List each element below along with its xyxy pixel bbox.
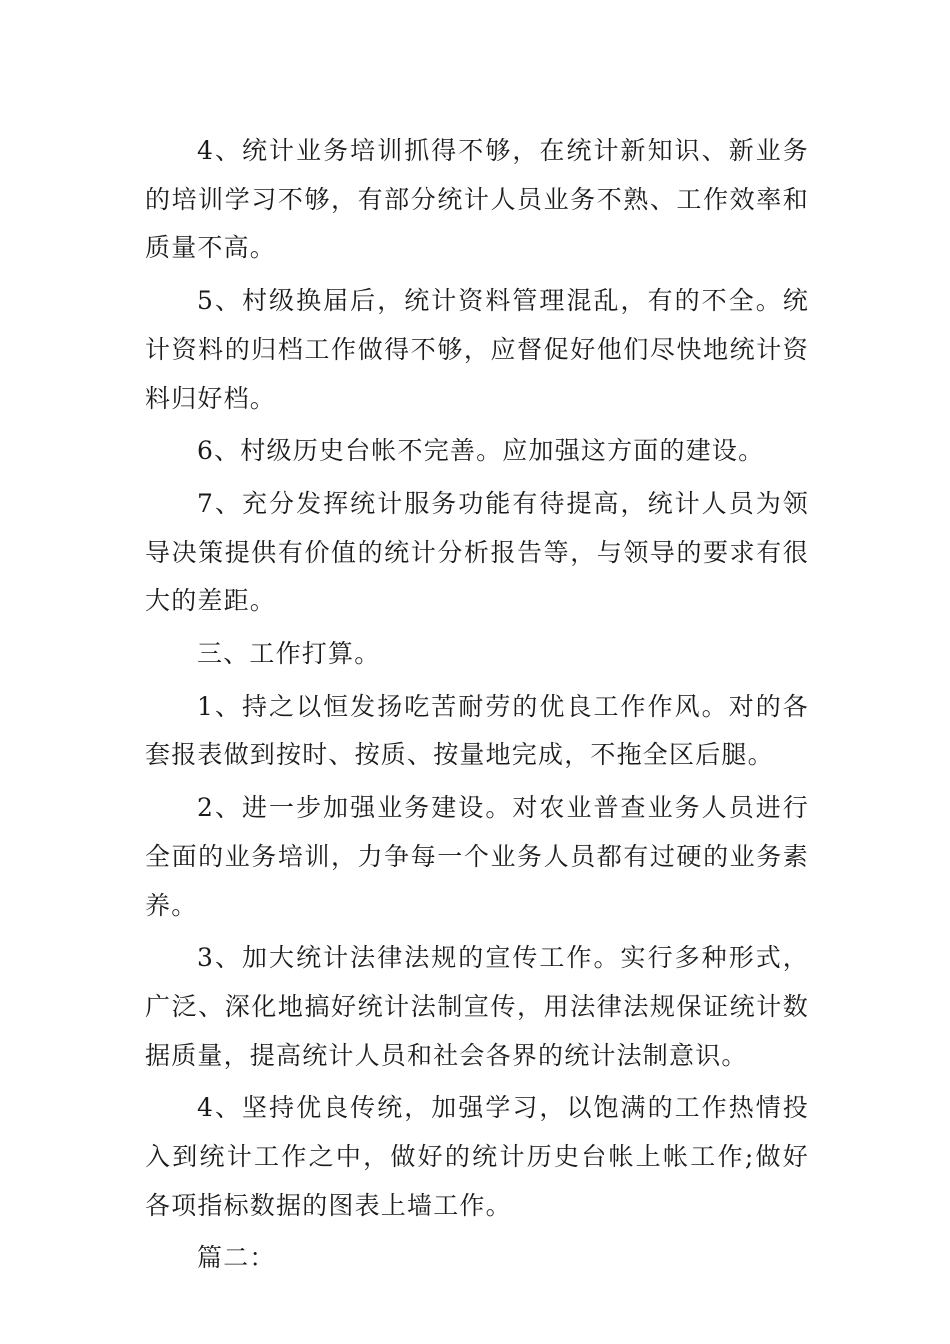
section-heading-part-two: 篇二：: [197, 1243, 276, 1273]
document-body: [145, 127, 809, 1287]
paragraph-plan-4: 4、坚持优良传统，加强学习，以饱满的工作热情投入到统计工作之中，做好的统计历史台帐上帐工作;做好各项指标数据的图表上墙工作。: [145, 1093, 809, 1220]
paragraph-item-4-training: 4、统计业务培训抓得不够，在统计新知识、新业务的培训学习不够，有部分统计人员业务不熟、工作效率和质量不高。: [145, 136, 809, 263]
paragraph-plan-3: 3、加大统计法律法规的宣传工作。实行多种形式，广泛、深化地搞好统计法制宣传，用法律法规保证统计数据质量，提高统计人员和社会各界的统计法制意识。: [145, 943, 809, 1070]
paragraph-item-7-service: 7、充分发挥统计服务功能有待提高，统计人员为领导决策提供有价值的统计分析报告等，与领导的要求有很大的差距。: [145, 488, 809, 616]
paragraph-plan-2: 2、进一步加强业务建设。对农业普查业务人员进行全面的业务培训，力争每一个业务人员都有过硬的业务素养。: [145, 793, 809, 920]
section-heading-work-plan: 三、工作打算。: [197, 639, 381, 669]
paragraph-item-6-ledger: 6、村级历史台帐不完善。应加强这方面的建设。: [197, 436, 765, 466]
paragraph-item-5-archives: 5、村级换届后，统计资料管理混乱，有的不全。统计资料的归档工作做得不够，应督促好他们尽快地统计资料归好档。: [145, 286, 809, 413]
paragraph-plan-1: 1、持之以恒发扬吃苦耐劳的优良工作作风。对的各套报表做到按时、按质、按量地完成，不拖全区后腿。: [145, 691, 809, 770]
